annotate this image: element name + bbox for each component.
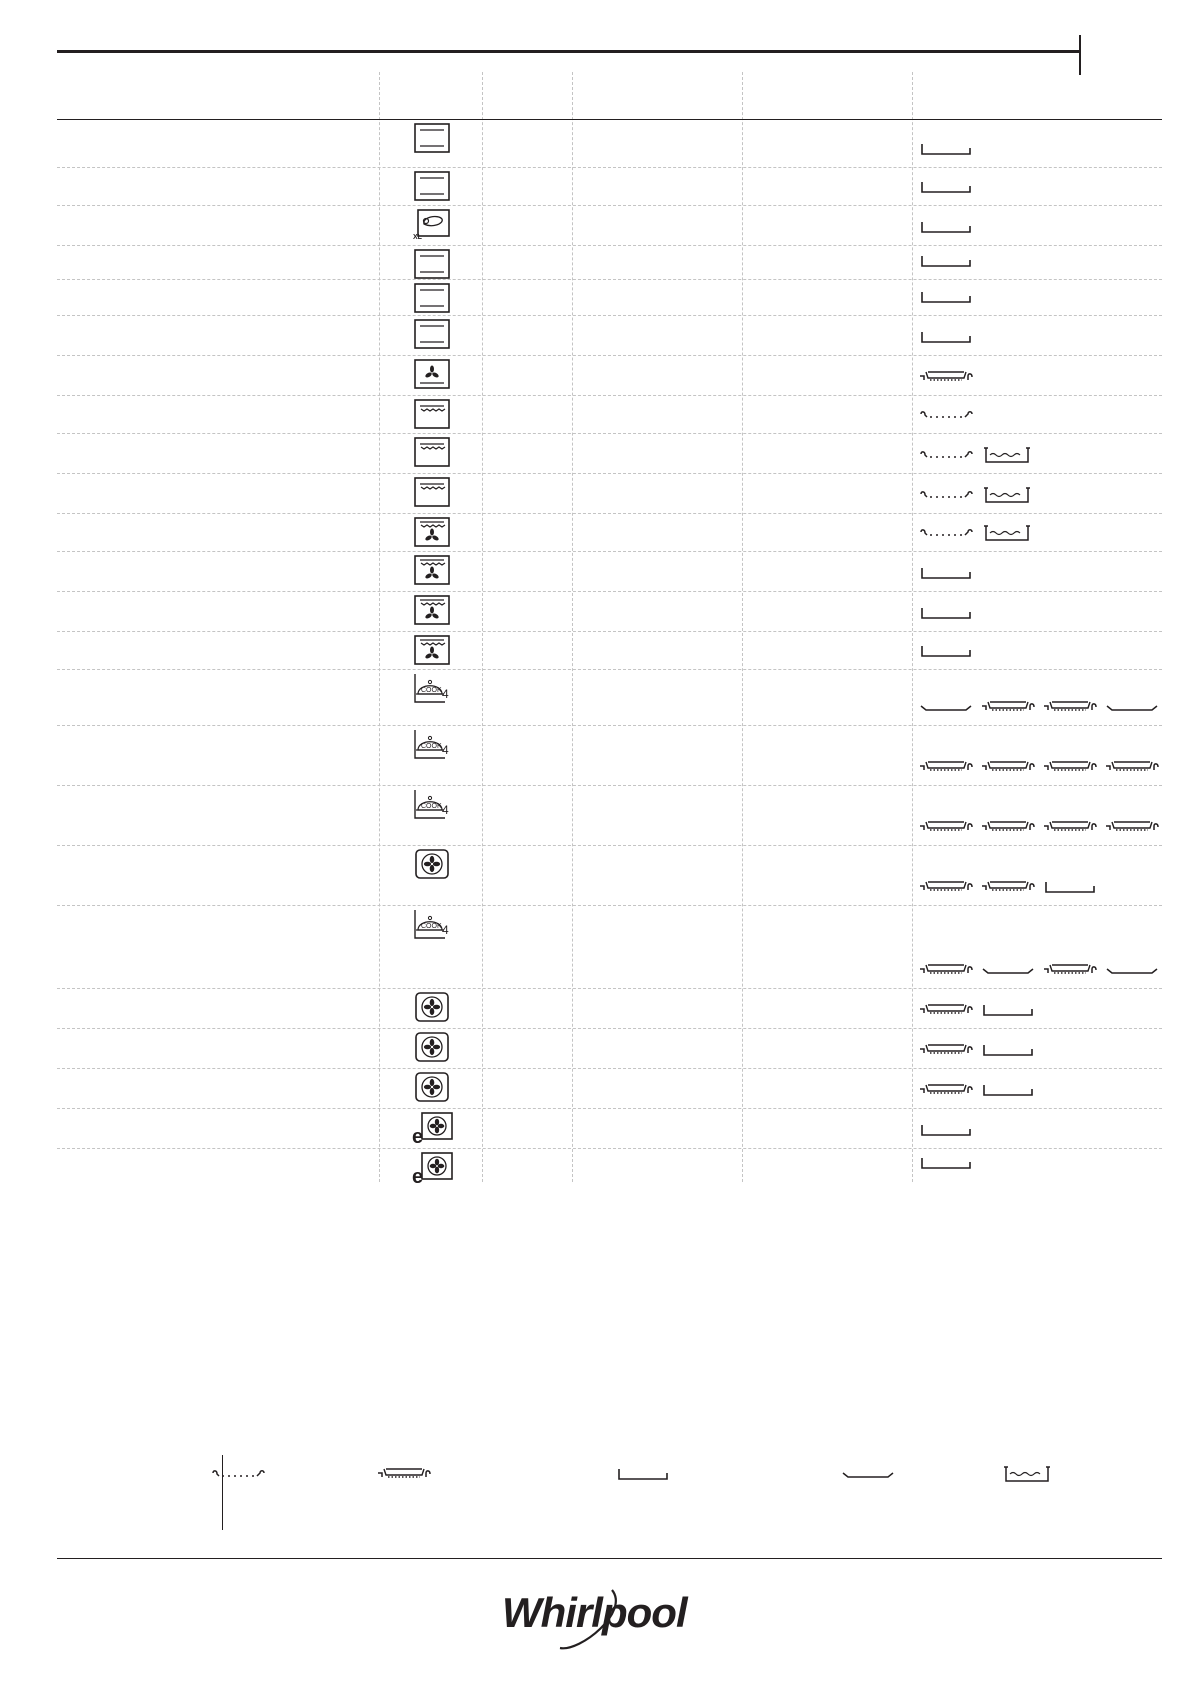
accessories-cell	[918, 524, 1158, 548]
header-accessories	[918, 78, 1158, 114]
baking-tray-icon	[918, 178, 974, 199]
svg-text:4: 4	[442, 743, 449, 757]
table-row	[57, 552, 1162, 592]
conventional-icon	[412, 318, 482, 352]
accessories-cell	[918, 218, 1158, 242]
cake-tin-on-rack-icon	[980, 818, 1036, 839]
accessories-cell	[918, 1001, 1158, 1025]
baking-tray-icon	[1042, 878, 1098, 899]
table-row	[57, 1069, 1162, 1109]
baking-tray-icon	[918, 604, 974, 625]
accessories-cell	[918, 642, 1158, 666]
cake-tin-on-rack-icon	[918, 1081, 974, 1102]
table-row	[57, 356, 1162, 396]
svg-text:Whirlpool: Whirlpool	[502, 1589, 687, 1636]
table-row	[57, 592, 1162, 632]
svg-text:COOK: COOK	[421, 743, 442, 750]
cook-4-icon	[412, 908, 482, 942]
table-row	[57, 632, 1162, 670]
baking-tray-icon	[918, 1121, 974, 1142]
baking-tray-icon	[980, 1081, 1036, 1102]
turbo-grill-icon	[412, 516, 482, 550]
svg-text:COOK: COOK	[421, 803, 442, 810]
accessories-cell	[918, 604, 1158, 628]
accessories-cell	[918, 1081, 1158, 1105]
header-time	[747, 78, 897, 114]
cake-tin-on-rack-icon	[918, 368, 974, 389]
conventional-icon	[412, 248, 482, 282]
grill-icon	[412, 436, 482, 470]
table-row	[57, 1029, 1162, 1069]
cook-4-icon	[412, 788, 482, 822]
drip-tray-icon	[980, 961, 1036, 982]
table-row	[57, 316, 1162, 356]
baking-tray-icon	[918, 252, 974, 273]
turbo-grill-icon	[412, 554, 482, 588]
accessories-cell	[918, 328, 1158, 352]
svg-text:e: e	[412, 1126, 424, 1145]
cake-tin-on-rack-icon	[980, 758, 1036, 779]
top-rule-tick	[1079, 35, 1081, 75]
header-function	[382, 78, 477, 114]
accessories-cell	[918, 818, 1158, 842]
recipe-table	[57, 72, 1162, 1185]
accessories-cell	[918, 878, 1158, 902]
cake-tin-on-rack-icon	[918, 1041, 974, 1062]
cake-tin-on-rack-icon	[1042, 758, 1098, 779]
table-row	[57, 434, 1162, 474]
cake-tin-on-rack-icon	[1042, 818, 1098, 839]
svg-text:4: 4	[442, 803, 449, 817]
svg-text:4: 4	[442, 923, 449, 937]
table-row	[57, 474, 1162, 514]
table-row	[57, 670, 1162, 726]
baking-tray-icon	[918, 564, 974, 585]
cake-tin-on-rack-icon	[918, 1001, 974, 1022]
baking-tray-icon	[918, 218, 974, 239]
turbo-grill-icon	[412, 634, 482, 668]
table-row	[57, 786, 1162, 846]
table-row	[57, 120, 1162, 168]
conventional-icon	[412, 282, 482, 316]
cake-tin-on-rack-icon	[980, 878, 1036, 899]
wire-shelf-icon	[918, 524, 974, 545]
accessories-cell	[918, 758, 1158, 782]
accessories-cell	[918, 961, 1158, 985]
cake-tin-on-rack-icon	[1042, 961, 1098, 982]
table-row	[57, 989, 1162, 1029]
drip-tray-with-water-icon	[980, 446, 1036, 471]
table-row	[57, 1109, 1162, 1149]
baking-tray-icon	[918, 1154, 974, 1175]
header-recipe	[63, 78, 363, 114]
whirlpool-logo	[500, 1582, 700, 1652]
table-row	[57, 168, 1162, 206]
baking-tray-icon	[918, 140, 974, 161]
svg-text:e: e	[412, 1166, 424, 1185]
table-row	[57, 1149, 1162, 1185]
accessories-cell	[918, 368, 1158, 392]
cake-tin-on-rack-icon	[1104, 758, 1160, 779]
accessories-legend	[57, 1455, 1162, 1530]
turbo-grill-icon	[412, 594, 482, 628]
drip-tray-icon	[1104, 698, 1160, 719]
accessories-cell	[918, 288, 1158, 312]
baking-tray-icon	[918, 642, 974, 663]
table-row	[57, 906, 1162, 989]
wire-shelf-icon	[918, 446, 974, 467]
drip-tray-icon	[918, 698, 974, 719]
wire-shelf-icon	[918, 406, 974, 427]
table-row	[57, 846, 1162, 906]
baking-tray-icon	[980, 1001, 1036, 1022]
header-preheat	[487, 78, 567, 114]
grill-icon	[412, 398, 482, 432]
accessories-cell	[918, 446, 1158, 470]
baking-tray-icon	[918, 288, 974, 309]
accessories-cell	[918, 406, 1158, 430]
svg-text:COOK: COOK	[421, 923, 442, 930]
svg-text:4: 4	[442, 687, 449, 701]
cake-tin-on-rack-icon	[918, 878, 974, 899]
cook-4-icon	[412, 728, 482, 762]
accessories-cell	[918, 1121, 1158, 1145]
accessories-cell	[918, 698, 1158, 722]
accessories-cell	[918, 564, 1158, 588]
forced-air-icon	[412, 1071, 482, 1105]
drip-tray-icon	[1104, 961, 1160, 982]
forced-air-icon	[412, 848, 482, 882]
accessories-cell	[918, 486, 1158, 510]
svg-text:XL: XL	[413, 234, 422, 240]
forced-air-icon	[412, 991, 482, 1025]
table-row	[57, 396, 1162, 434]
conventional-icon	[412, 170, 482, 204]
table-row	[57, 726, 1162, 786]
convection-bake-icon	[412, 358, 482, 392]
cake-tin-on-rack-icon	[980, 698, 1036, 719]
accessories-cell	[918, 178, 1158, 202]
drip-tray-with-water-icon	[980, 524, 1036, 549]
cake-tin-on-rack-icon	[918, 758, 974, 779]
cook-4-icon	[412, 672, 482, 706]
cake-tin-on-rack-icon	[1104, 818, 1160, 839]
accessories-cell	[918, 140, 1158, 164]
forced-air-icon	[412, 1031, 482, 1065]
svg-text:COOK: COOK	[421, 687, 442, 694]
eco-forced-air-icon	[412, 1111, 482, 1145]
accessories-cell	[918, 1041, 1158, 1065]
cake-tin-on-rack-icon	[918, 818, 974, 839]
conventional-icon	[412, 122, 482, 156]
eco-forced-air-icon	[412, 1151, 482, 1185]
header-temperature	[577, 78, 737, 114]
maxi-cooking-icon	[412, 208, 482, 242]
table-row	[57, 206, 1162, 246]
accessories-cell	[918, 1154, 1158, 1178]
cake-tin-on-rack-icon	[918, 961, 974, 982]
drip-tray-with-water-icon	[980, 486, 1036, 511]
grill-icon	[412, 476, 482, 510]
accessories-cell	[918, 252, 1158, 276]
table-row	[57, 246, 1162, 280]
bottom-rule	[57, 1558, 1162, 1559]
top-rule	[57, 50, 1079, 53]
baking-tray-icon	[918, 328, 974, 349]
cake-tin-on-rack-icon	[1042, 698, 1098, 719]
table-row	[57, 514, 1162, 552]
table-row	[57, 280, 1162, 316]
wire-shelf-icon	[918, 486, 974, 507]
baking-tray-icon	[980, 1041, 1036, 1062]
